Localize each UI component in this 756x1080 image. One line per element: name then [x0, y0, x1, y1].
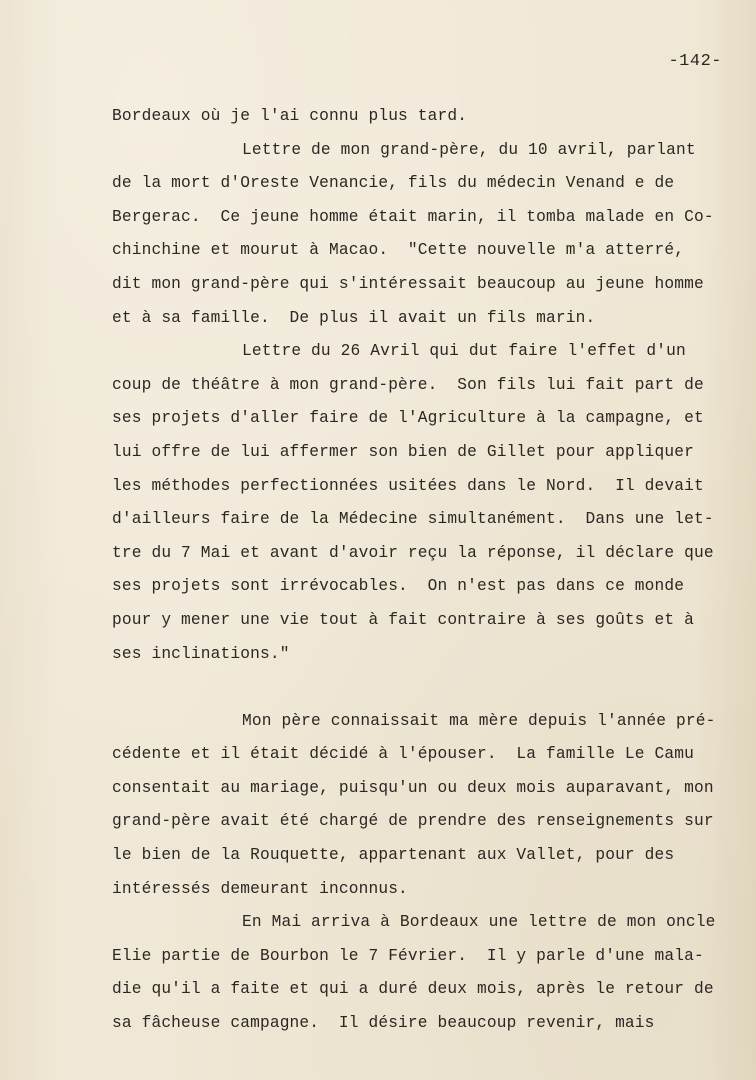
text-line: ses projets sont irrévocables. On n'est pas dans ce monde: [112, 577, 685, 596]
text-line: cédente et il était décidé à l'épouser. La famille Le Camu: [112, 745, 694, 764]
text-line: intéressés demeurant inconnus.: [112, 879, 408, 898]
text-line: dit mon grand-père qui s'intéressait beaucoup au jeune homme: [112, 274, 704, 293]
text-line: ses inclinations.": [112, 644, 290, 663]
text-line: lui offre de lui affermer son bien de Gillet pour appliquer: [112, 442, 694, 461]
text-line: sa fâcheuse campagne. Il désire beaucoup revenir, mais: [112, 1014, 655, 1033]
text-line: coup de théâtre à mon grand-père. Son fils lui fait part de: [112, 375, 704, 394]
body-text: [112, 100, 727, 1041]
text-line: Mon père connaissait ma mère depuis l'année pré-: [242, 711, 716, 730]
text-line: ses projets d'aller faire de l'Agriculture à la campagne, et: [112, 409, 704, 428]
text-line: Elie partie de Bourbon le 7 Février. Il y parle d'une mala-: [112, 946, 704, 965]
text-line: le bien de la Rouquette, appartenant aux Vallet, pour des: [112, 846, 675, 865]
text-line: die qu'il a faite et qui a duré deux mois, après le retour de: [112, 980, 714, 999]
text-line: les méthodes perfectionnées usitées dans le Nord. Il devait: [112, 476, 704, 495]
text-line: d'ailleurs faire de la Médecine simultanément. Dans une let-: [112, 510, 714, 529]
text-line: consentait au mariage, puisqu'un ou deux mois auparavant, mon: [112, 778, 714, 797]
text-line: Lettre du 26 Avril qui dut faire l'effet d'un: [242, 342, 686, 361]
text-line: Bordeaux où je l'ai connu plus tard.: [112, 107, 468, 125]
text-line: chinchine et mourut à Macao. "Cette nouvelle m'a atterré,: [112, 241, 685, 260]
text-line: Lettre de mon grand-père, du 10 avril, parlant: [242, 140, 696, 159]
text-line: pour y mener une vie tout à fait contraire à ses goûts et à: [112, 610, 694, 629]
text-line: grand-père avait été chargé de prendre des renseignements sur: [112, 812, 714, 831]
text-line: En Mai arriva à Bordeaux une lettre de mon oncle: [242, 913, 716, 932]
text-line: tre du 7 Mai et avant d'avoir reçu la réponse, il déclare que: [112, 543, 714, 562]
text-line: Bergerac. Ce jeune homme était marin, il tomba malade en Co-: [112, 207, 714, 226]
page-number: -142-: [668, 52, 722, 71]
text-line: de la mort d'Oreste Venancie, fils du médecin Venand e de: [112, 174, 675, 193]
text-line: et à sa famille. De plus il avait un fils marin.: [112, 308, 596, 327]
